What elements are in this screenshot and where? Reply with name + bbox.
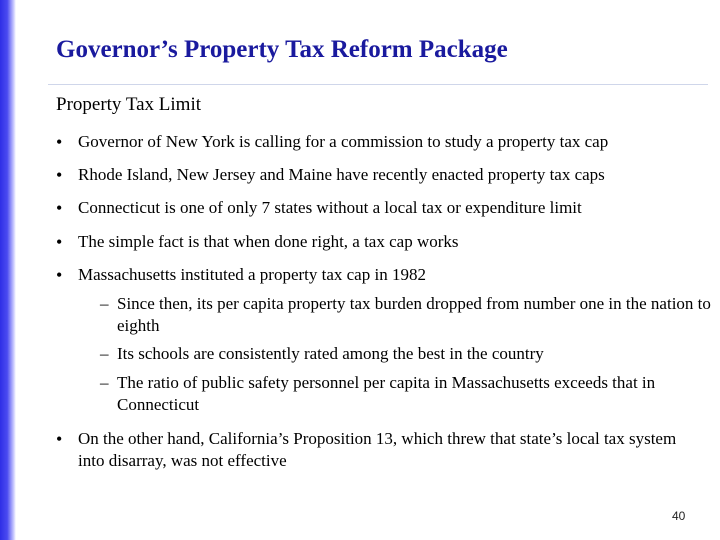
section-heading: Property Tax Limit xyxy=(56,94,202,115)
bullet-text: Connecticut is one of only 7 states without a local tax or expenditure limit xyxy=(78,198,582,217)
sub-bullet-marker: – xyxy=(100,344,109,363)
slide-title: Governor’s Property Tax Reform Package xyxy=(56,36,508,63)
sub-bullet-marker: – xyxy=(100,294,109,313)
bullet-text: Massachusetts instituted a property tax cap in 1982 xyxy=(78,265,426,284)
title-divider xyxy=(48,84,708,85)
bullet-marker: • xyxy=(56,232,63,252)
slide-side-accent-bar xyxy=(0,0,16,540)
bullet-marker: • xyxy=(56,198,63,218)
sub-bullet-text: Its schools are consistently rated among the best in the country xyxy=(117,344,544,363)
sub-bullet-text: The ratio of public safety personnel per capita in Massachusetts exceeds that in Connecticut xyxy=(117,373,656,414)
bullet-marker: • xyxy=(56,429,63,449)
bullet-text: The simple fact is that when done right, a tax cap works xyxy=(78,232,459,251)
bullet-text: Rhode Island, New Jersey and Maine have recently enacted property tax caps xyxy=(78,165,605,184)
bullet-text: Governor of New York is calling for a commission to study a property tax cap xyxy=(78,132,609,151)
bullet-marker: • xyxy=(56,165,63,185)
sub-bullet-text: Since then, its per capita property tax burden dropped from number one in the nation to eighth xyxy=(117,294,711,335)
bullet-text: On the other hand, California’s Proposition 13, which threw that state’s local tax system into disarray, was not effective xyxy=(78,429,677,470)
page-number: 40 xyxy=(672,509,686,523)
bullet-marker: • xyxy=(56,265,63,285)
bullet-marker: • xyxy=(56,132,63,152)
sub-bullet-marker: – xyxy=(100,373,109,392)
